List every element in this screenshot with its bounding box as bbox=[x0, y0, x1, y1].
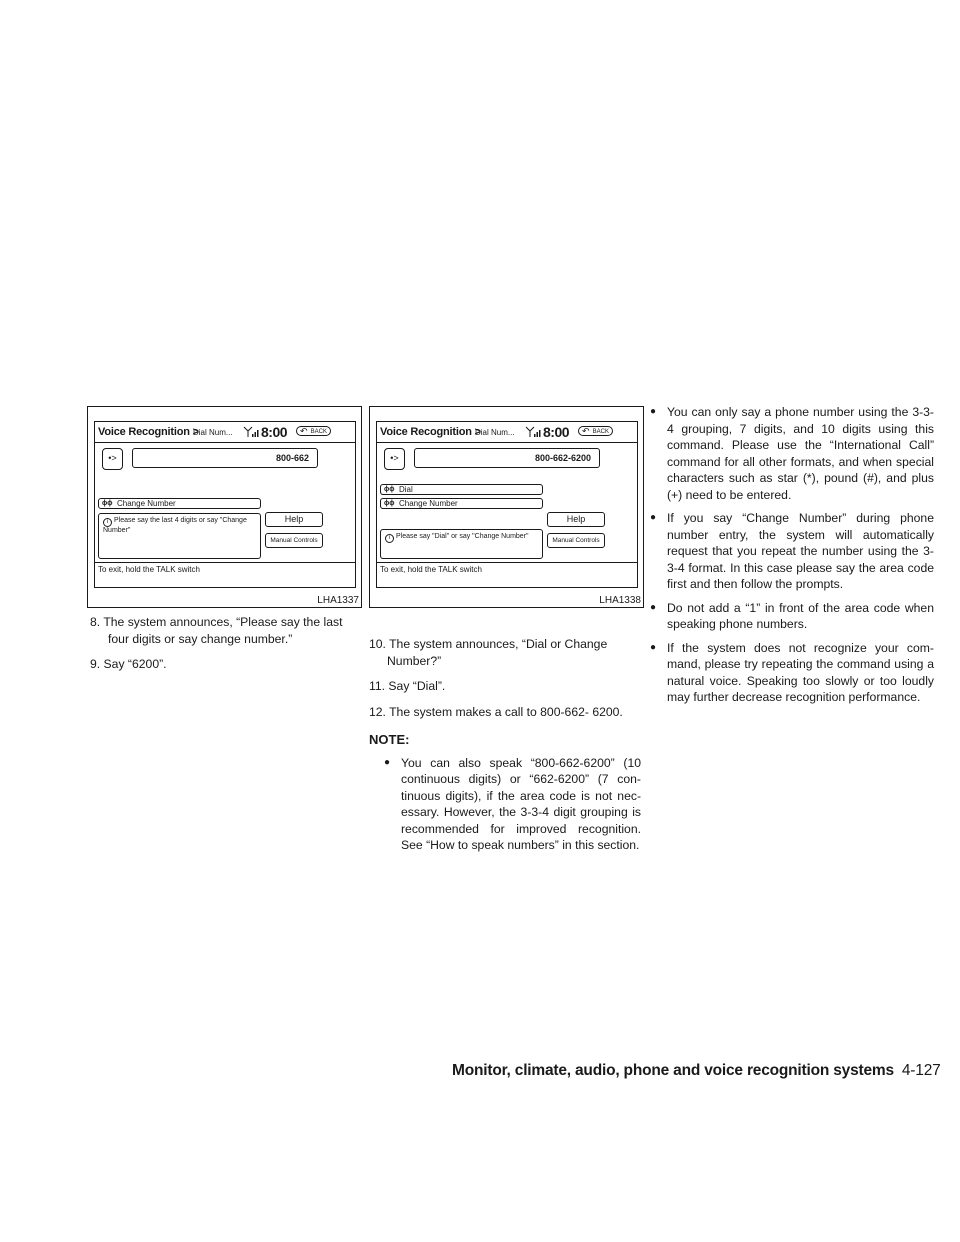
exit-instruction: To exit, hold the TALK switch bbox=[377, 562, 637, 588]
voice-recognition-screen bbox=[376, 421, 638, 588]
manual-controls-button[interactable]: Manual Controls bbox=[265, 533, 323, 548]
signal-icon bbox=[525, 425, 541, 443]
back-button[interactable]: ↶ BACK bbox=[296, 426, 331, 436]
speech-icon: ɸɸ bbox=[384, 486, 395, 493]
screen-breadcrumb: Dial Num... bbox=[193, 428, 233, 437]
step-12: 12. The system makes a call to 800-662- 6200. bbox=[369, 704, 623, 719]
change-number-option[interactable] bbox=[98, 498, 261, 509]
manual-controls-button[interactable]: Manual Controls bbox=[547, 533, 605, 548]
screen-breadcrumb: Dial Num... bbox=[475, 428, 515, 437]
column-1 bbox=[90, 614, 362, 682]
figure-id: LHA1337 bbox=[317, 595, 359, 606]
bullet-area-code: ● Do not add a “1” in front of the area code when speaking phone numbers. bbox=[649, 600, 934, 633]
step-11: 11. Say “Dial”. bbox=[369, 679, 446, 693]
prompt-message bbox=[380, 529, 543, 559]
prompt-text: Please say "Dial" or say "Change Number" bbox=[396, 533, 529, 540]
page-footer bbox=[452, 1062, 941, 1080]
page-number: 4-127 bbox=[901, 1062, 941, 1079]
prompt-message bbox=[98, 513, 261, 559]
step-8: 8. The system announces, “Please say the last four digits or say change number.” bbox=[90, 615, 343, 646]
voice-face-icon: •> bbox=[384, 448, 405, 470]
note-bullet: ● You can also speak “800-662-6200” (10 continuous digits) or “662-6200” (7 con- tinuous digits), if the area code is not nec- essary. However, the 3-3-4 digit grouping is recommended for improved recognition. See “How to speak numbers” in this section. bbox=[383, 755, 641, 854]
step-9: 9. Say “6200”. bbox=[90, 657, 167, 671]
speech-icon: ɸɸ bbox=[102, 500, 113, 507]
screen-header bbox=[377, 422, 637, 443]
column-3 bbox=[649, 404, 934, 713]
option-label: Dial bbox=[399, 485, 413, 494]
dial-option[interactable] bbox=[380, 484, 543, 495]
change-number-option[interactable] bbox=[380, 498, 543, 509]
voice-face-icon: •> bbox=[102, 448, 123, 470]
screen-header bbox=[95, 422, 355, 443]
number-display: 800-662 bbox=[132, 448, 318, 468]
exit-instruction: To exit, hold the TALK switch bbox=[95, 562, 355, 588]
figure-id: LHA1338 bbox=[599, 595, 641, 606]
speech-icon: ɸɸ bbox=[384, 500, 395, 507]
option-label: Change Number bbox=[117, 499, 176, 508]
option-label: Change Number bbox=[399, 499, 458, 508]
note-block bbox=[369, 732, 641, 854]
help-button[interactable]: Help bbox=[265, 512, 323, 527]
figure-lha1337 bbox=[87, 406, 362, 608]
bullet-grouping: ● You can only say a phone number using the 3-3-4 grouping, 7 digits, and 10 digits using this command. Please use the “International Call” command for all other formats, and when special characters such as star (*), pound (#), and plus (+) need to be entered. bbox=[649, 404, 934, 503]
figure-lha1338 bbox=[369, 406, 644, 608]
section-title: Monitor, climate, audio, phone and voice recognition systems bbox=[452, 1062, 894, 1079]
info-icon: i bbox=[385, 534, 394, 543]
note-heading: NOTE: bbox=[369, 732, 410, 747]
number-display: 800-662-6200 bbox=[414, 448, 600, 468]
prompt-text: Please say the last 4 digits or say "Change Number" bbox=[103, 517, 247, 534]
screen-title: Voice Recognition > bbox=[380, 426, 481, 438]
step-10: 10. The system announces, “Dial or Change Number?” bbox=[369, 637, 608, 668]
voice-recognition-screen bbox=[94, 421, 356, 588]
help-button[interactable]: Help bbox=[547, 512, 605, 527]
back-button[interactable]: ↶ BACK bbox=[578, 426, 613, 436]
column-2 bbox=[369, 636, 641, 861]
screen-title: Voice Recognition > bbox=[98, 426, 199, 438]
clock-time: 8:00 bbox=[261, 424, 288, 440]
bullet-recognition: ● If the system does not recognize your com- mand, please try repeating the command using a natural voice. Speaking too slowly or too loudly may further decrease recognition performance. bbox=[649, 640, 934, 706]
bullet-change-number: ● If you say “Change Number” during phone number entry, the system will automatically request that you repeat the number using the 3-3-4 format. In this case please say the area code first and then follow the prompts. bbox=[649, 510, 934, 593]
clock-time: 8:00 bbox=[543, 424, 570, 440]
signal-icon bbox=[243, 425, 259, 443]
info-icon: i bbox=[103, 518, 112, 527]
